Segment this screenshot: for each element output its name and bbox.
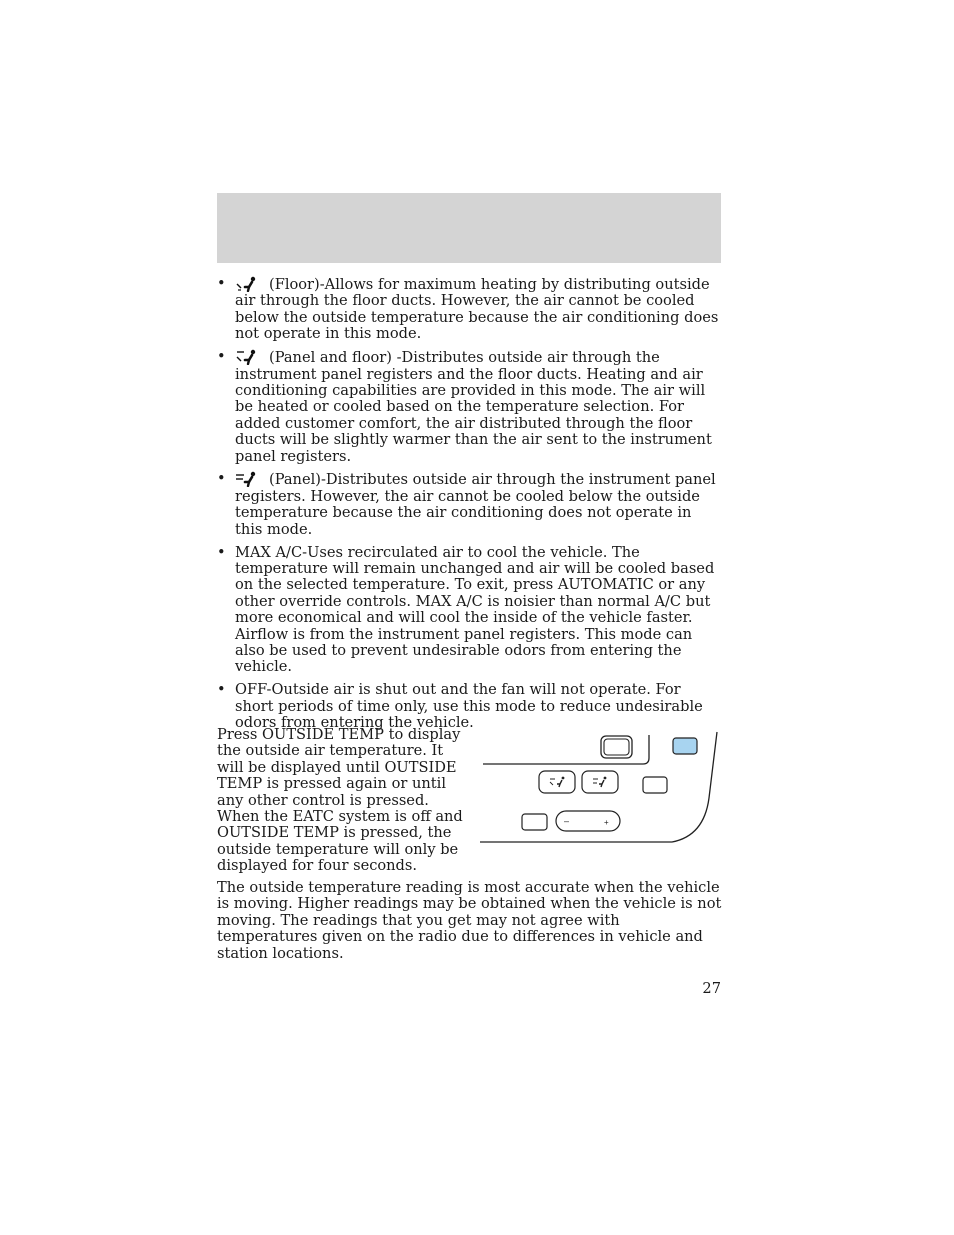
minus-label: – [564, 816, 570, 826]
panel-floor-mode-button [539, 771, 575, 793]
bullet-dot: • [217, 681, 226, 699]
max-ac-text: MAX A/C-Uses recirculated air to cool the vehicle. The temperature will remain unchanged and air will be cooled based on the selected temperature. To exit, press AUTOMATIC or any other override controls. MAX A/C is noisier than normal A/C but more economical and will cool the inside of the vehicle faster. Airflow is from the instrument panel registers. This mode can also be used to prevent undesirable odors from entering the vehicle. [235, 543, 715, 676]
bullet-dot: • [217, 348, 226, 366]
list-item-floor [217, 276, 723, 343]
bullet-dot: • [217, 470, 226, 488]
mode-list [217, 276, 723, 738]
list-item-off [217, 682, 723, 731]
small-right-button [643, 777, 667, 793]
small-left-button [522, 814, 547, 830]
panel-mode-button [582, 771, 618, 793]
outside-temp-button [673, 738, 697, 754]
off-text: OFF-Outside air is shut out and the fan will not operate. For short periods of time only, use this mode to reduce undesirable odors from entering the vehicle. [235, 681, 703, 732]
plus-label: + [604, 818, 609, 827]
panel-mode-text: (Panel)-Distributes outside air through the instrument panel registers. However, the air cannot be cooled below the outside temperature because the air conditioning does not operate in this mode. [235, 471, 716, 538]
bullet-dot: • [217, 543, 226, 561]
automatic-button [601, 736, 632, 758]
page-number: 27 [702, 980, 721, 997]
list-item-max-ac [217, 545, 723, 676]
list-item-panel-floor [217, 349, 723, 465]
bullet-dot: • [217, 275, 226, 292]
climate-control-panel-diagram [478, 728, 723, 848]
header-band [217, 193, 721, 263]
list-item-panel [217, 471, 723, 538]
panel-vent-icon [235, 471, 257, 487]
panel-floor-vent-icon [235, 349, 257, 365]
accuracy-paragraph: The outside temperature reading is most accurate when the vehicle is moving. Higher readings may be obtained when the vehicle is not moving. The readings that you get may not agree with temperatures given on the radio due to differences in vehicle and station locations. [217, 879, 722, 962]
panel-floor-mode-text: (Panel and floor) -Distributes outside air through the instrument panel registers and the floor ducts. Heating and air conditioning capabilities are provided in this mode. The air will be heated or cooled based on the temperature selection. For added customer comfort, the air distributed through the floor ducts will be slightly warmer than the air sent to the instrument panel registers. [235, 349, 712, 465]
outside-temp-paragraph: Press OUTSIDE TEMP to display the outside air temperature. It will be displayed until OUTSIDE TEMP is pressed again or until any other control is pressed. When the EATC system is off and OUTSIDE TEMP is pressed, the outside temperature will only be displayed for four seconds. [217, 726, 463, 875]
floor-vent-icon [235, 276, 257, 292]
floor-mode-text: (Floor)-Allows for maximum heating by distributing outside air through the floor ducts. However, the air cannot be cooled below the outside temperature because the air conditioning does not operate in this mode. [235, 276, 719, 343]
